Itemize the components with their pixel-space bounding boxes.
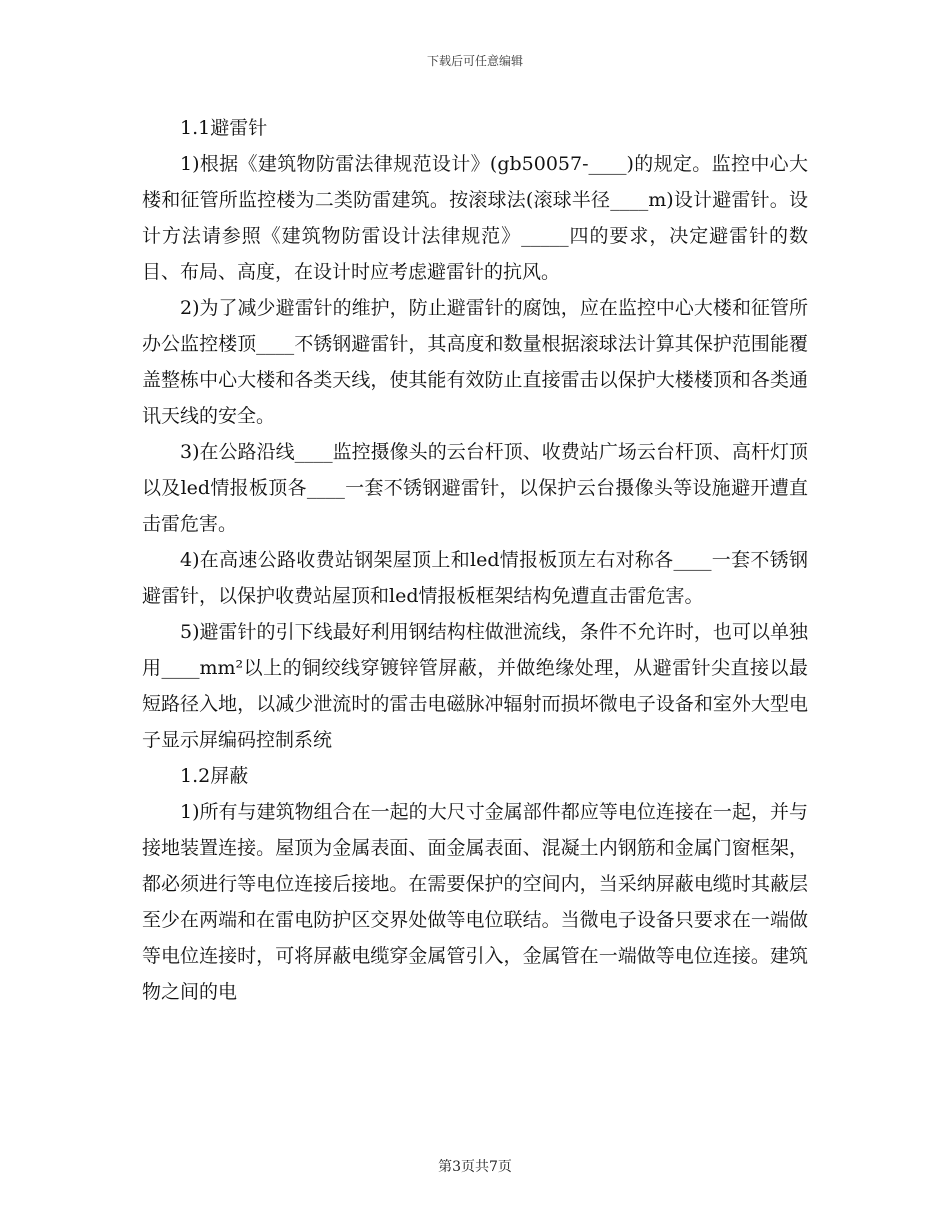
section-1-1-paragraph-4: 4)在高速公路收费站钢架屋顶上和led情报板顶左右对称各____一套不锈钢避雷针，以保护收费站屋顶和led情报板框架结构免遭直击雷危害。	[142, 549, 808, 607]
page-number-footer: 第3页共7页	[438, 1159, 512, 1175]
section-1-1-heading: 1.1避雷针	[180, 117, 268, 139]
document-body	[142, 110, 808, 1010]
section-1-1-paragraph-5: 5)避雷针的引下线最好利用钢结构柱做泄流线，条件不允许时，也可以单独用____mm²以上的铜绞线穿镀锌管屏蔽，并做绝缘处理，从避雷针尖直接以最短路径入地，以减少泄流时的雷击电磁脉冲辐射而损坏微电子设备和室外大型电子显示屏编码控制系统	[142, 621, 808, 751]
section-1-1-paragraph-1: 1)根据《建筑物防雷法律规范设计》(gb50057-____)的规定。监控中心大楼和征管所监控楼为二类防雷建筑。按滚球法(滚球半径____m)设计避雷针。设计方法请参照《建筑物防雷设计法律规范》_____四的要求，决定避雷针的数目、布局、高度，在设计时应考虑避雷针的抗风。	[142, 153, 808, 283]
section-1-1-paragraph-3: 3)在公路沿线____监控摄像头的云台杆顶、收费站广场云台杆顶、高杆灯顶以及led情报板顶各____一套不锈钢避雷针，以保护云台摄像头等设施避开遭直击雷危害。	[142, 441, 808, 535]
section-1-2-paragraph-1: 1)所有与建筑物组合在一起的大尺寸金属部件都应等电位连接在一起，并与接地装置连接。屋顶为金属表面、面金属表面、混凝土内钢筋和金属门窗框架，都必须进行等电位连接后接地。在需要保护的空间内，当采纳屏蔽电缆时其蔽层至少在两端和在雷电防护区交界处做等电位联结。当微电子设备只要求在一端做等电位连接时，可将屏蔽电缆穿金属管引入，金属管在一端做等电位连接。建筑物之间的电	[142, 801, 808, 1003]
section-1-2-heading: 1.2屏蔽	[180, 765, 249, 787]
section-1-1-paragraph-2: 2)为了减少避雷针的维护，防止避雷针的腐蚀，应在监控中心大楼和征管所办公监控楼顶____不锈钢避雷针，其高度和数量根据滚球法计算其保护范围能覆盖整栋中心大楼和各类天线，使其能有效防止直接雷击以保护大楼楼顶和各类通讯天线的安全。	[142, 297, 808, 427]
page-header-note: 下载后可任意编辑	[426, 54, 523, 68]
